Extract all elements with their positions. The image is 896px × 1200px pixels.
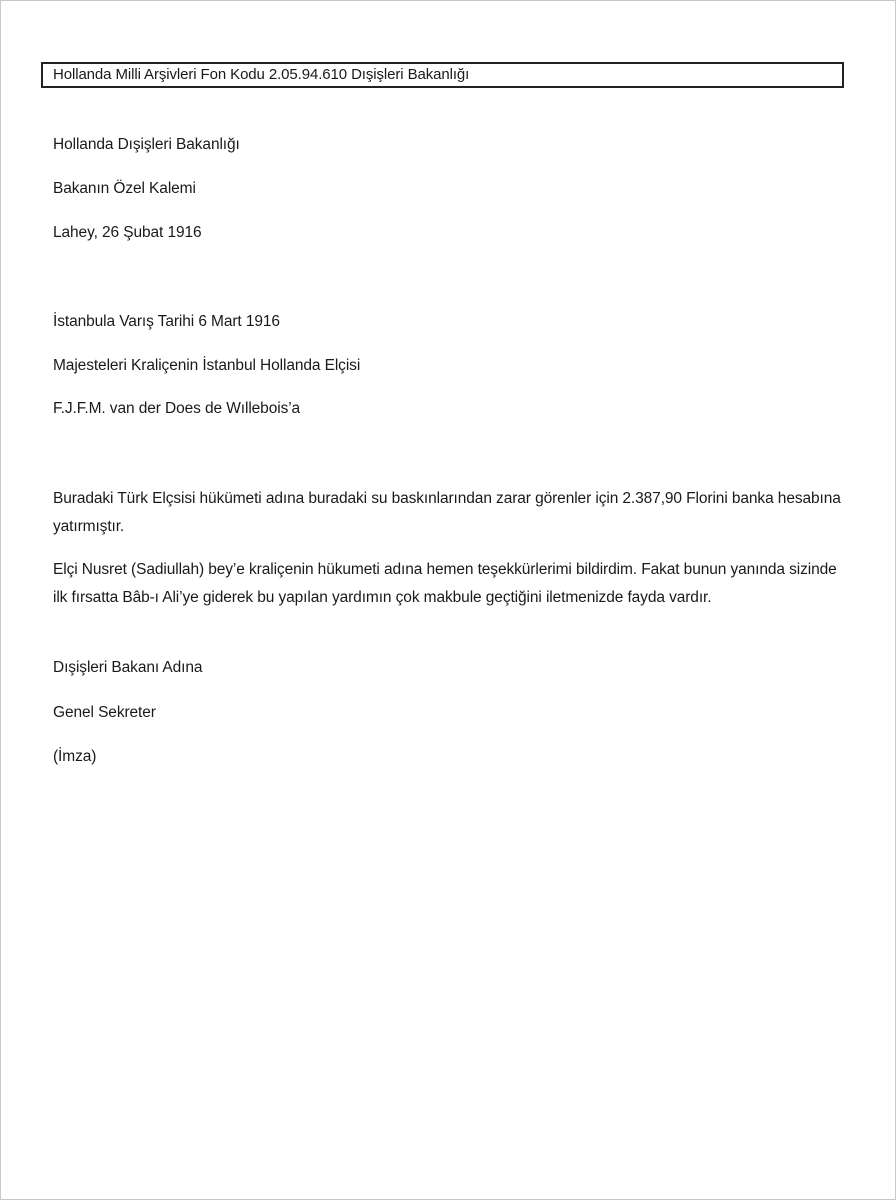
- arrival-date: İstanbula Varış Tarihi 6 Mart 1916: [53, 313, 280, 330]
- recipient-name: F.J.F.M. van der Does de Wıllebois’a: [53, 400, 301, 417]
- archive-reference: Hollanda Milli Arşivleri Fon Kodu 2.05.94.610 Dışişleri Bakanlığı: [53, 66, 470, 83]
- body-paragraph-1: Buradaki Türk Elçsisi hükümeti adına buradaki su baskınlarından zarar görenler için 2.387,90 Florini banka hesabına yatırmıştır.: [53, 490, 841, 535]
- archive-reference-box: [41, 62, 844, 88]
- recipient-title: Majesteleri Kraliçenin İstanbul Hollanda Elçisi: [53, 357, 361, 374]
- sender-office: Bakanın Özel Kalemi: [53, 180, 196, 197]
- signature-on-behalf: Dışişleri Bakanı Adına: [53, 659, 203, 676]
- sender-ministry: Hollanda Dışişleri Bakanlığı: [53, 136, 240, 153]
- signature-role: Genel Sekreter: [53, 704, 156, 721]
- body-paragraph-2: Elçi Nusret (Sadiullah) bey’e kraliçenin hükumeti adına hemen teşekkürlerimi bildirdim. Fakat bunun yanında sizinde ilk fırsatta Bâb-ı Ali’ye giderek bu yapılan yardımın çok makbule geçtiğini iletmenizde fayda vardır.: [53, 561, 837, 606]
- place-date: Lahey, 26 Şubat 1916: [53, 224, 202, 241]
- signature-mark: (İmza): [53, 748, 97, 765]
